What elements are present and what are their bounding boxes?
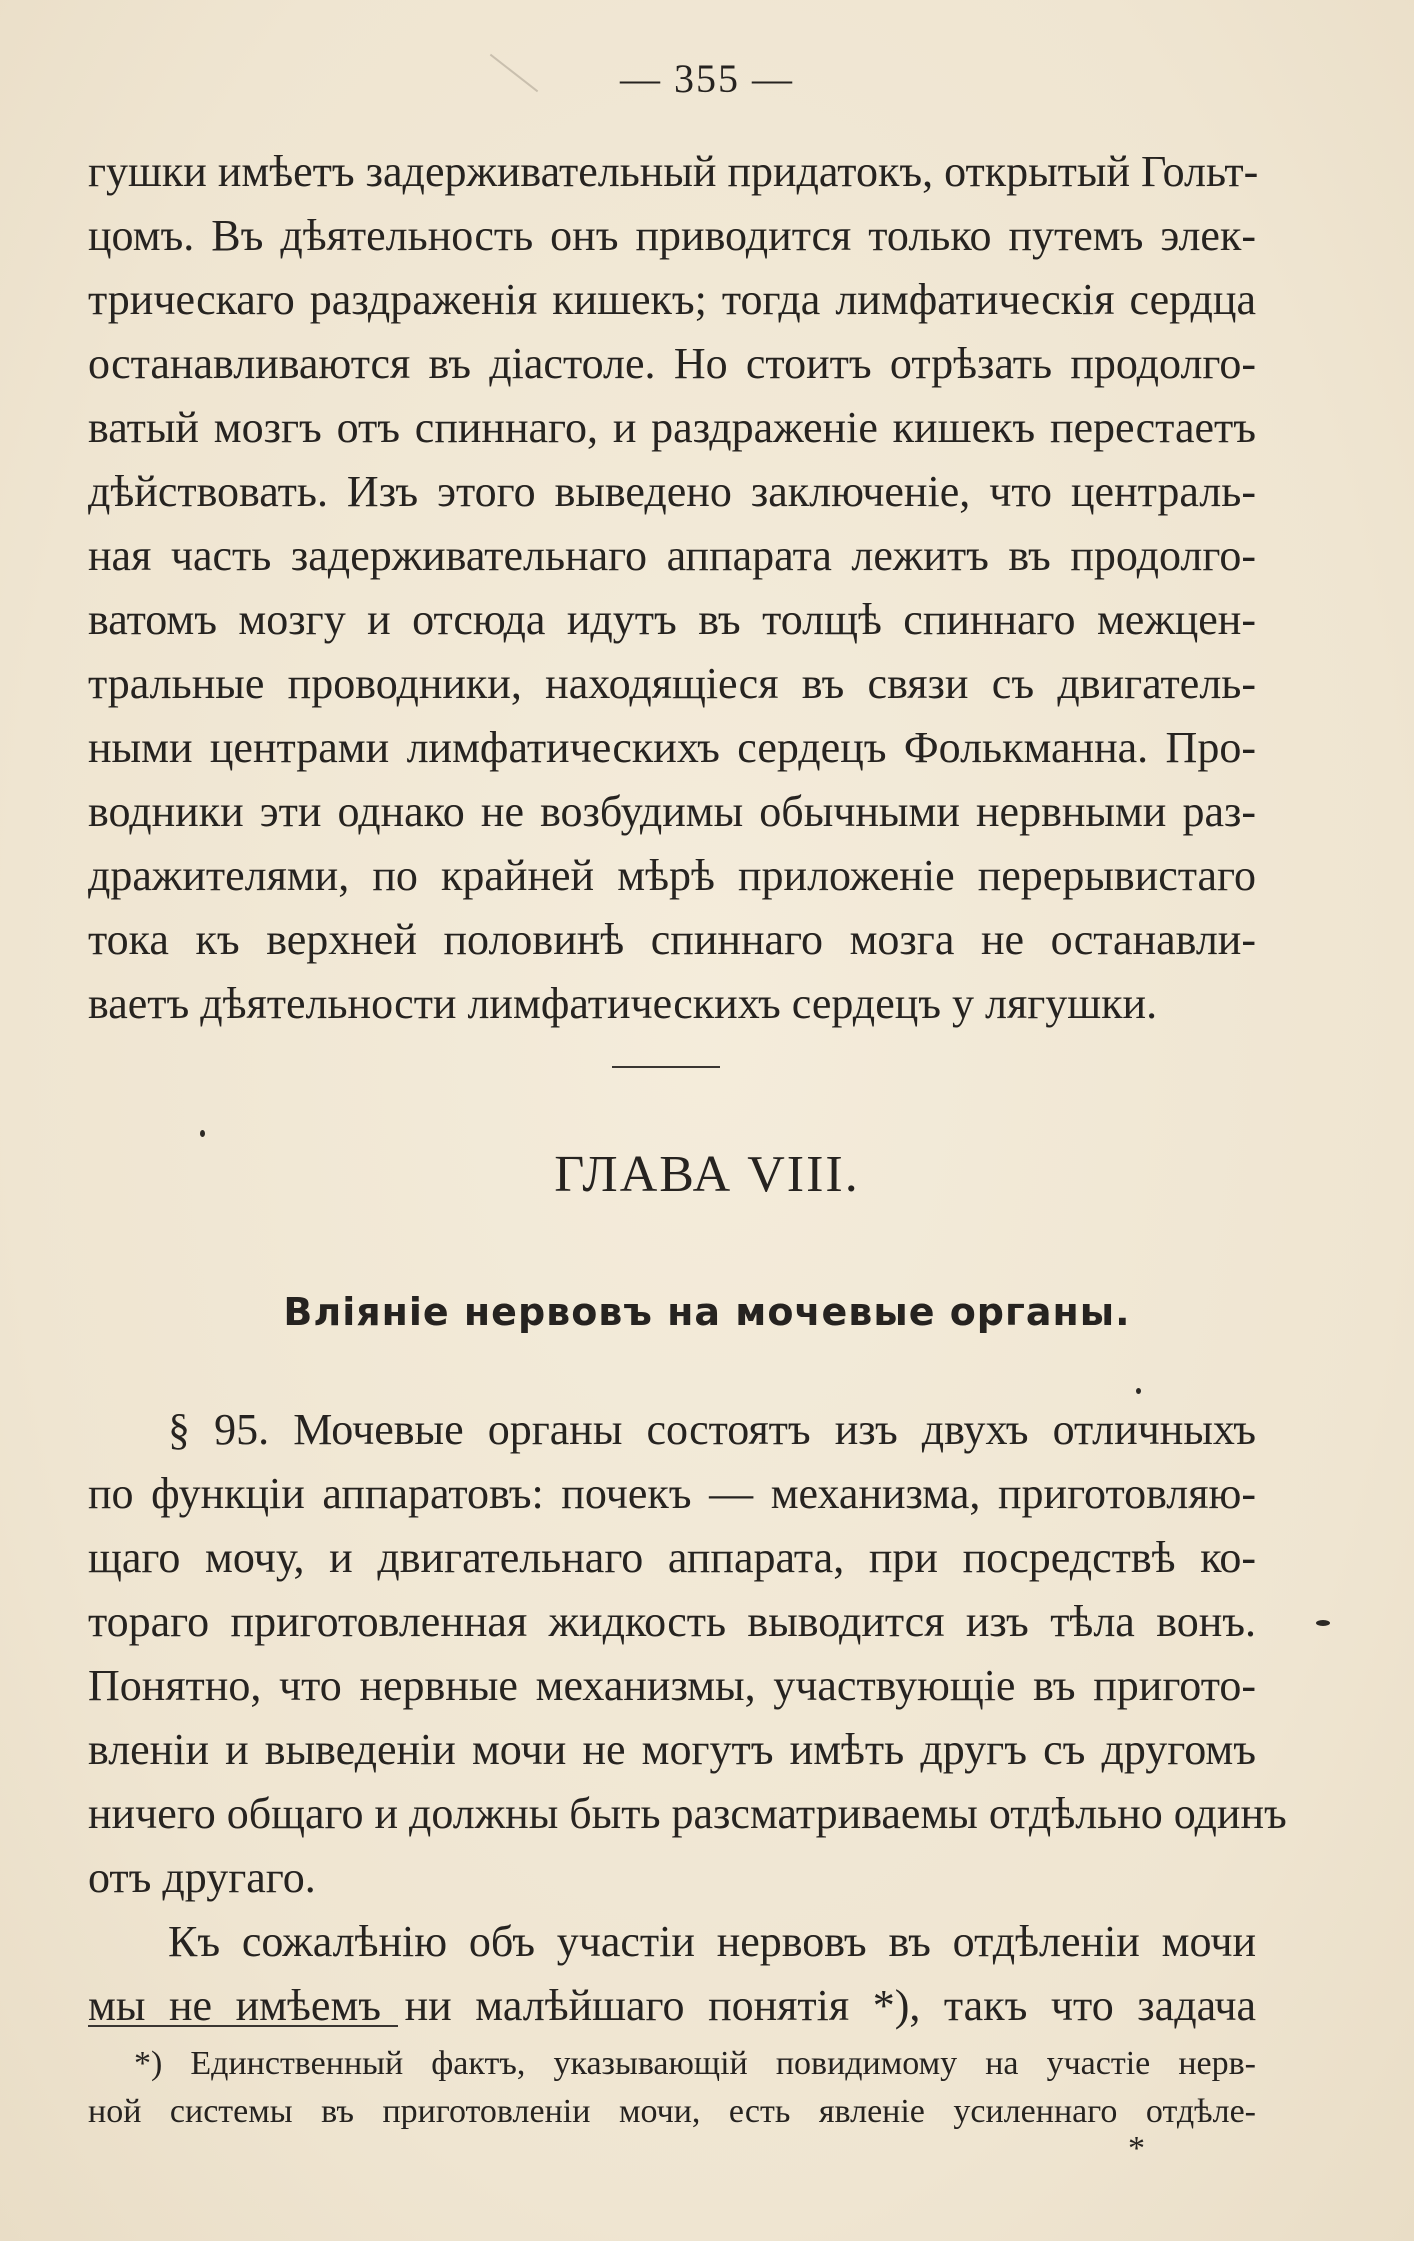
text-line: ничего общаго и должны быть разсматриваемы отдѣльно одинъ [88,1789,1287,1838]
page-number: — 355 — [620,56,794,101]
text-line: гушки имѣетъ задерживательный придатокъ, открытый Гольт- [88,147,1259,196]
text-line: ватомъ мозгу и отсюда идутъ въ толщѣ спиннаго межцен- [88,595,1256,644]
footnote-line: ной системы въ приготовленіи мочи, есть явленіе усиленнаго отдѣле- [88,2093,1256,2130]
text-line: дѣйствовать. Изъ этого выведено заключеніе, что централь- [88,467,1256,516]
text-line: ная часть задерживательнаго аппарата лежитъ въ продолго- [88,531,1256,580]
text-line: Къ сожалѣнію объ участіи нервовъ въ отдѣленіи мочи [168,1917,1256,1966]
text-line: ватый мозгъ отъ спиннаго, и раздраженіе кишекъ перестаетъ [88,403,1256,452]
text-line: щаго мочу, и двигательнаго аппарата, при посредствѣ ко- [88,1533,1256,1582]
text-line: § 95. Мочевые органы состоятъ изъ двухъ отличныхъ [168,1405,1256,1454]
text-line: цомъ. Въ дѣятельность онъ приводится только путемъ элек- [88,211,1256,260]
text-line: водники эти однако не возбудимы обычными нервными раз- [88,787,1256,836]
paragraph-2 [88,1398,1287,2038]
paragraph-1 [88,140,1259,1036]
text-line: тральные проводники, находящіеся въ связи съ двигатель- [88,659,1256,708]
text-line: трическаго раздраженія кишекъ; тогда лимфатическія сердца [88,275,1256,324]
footnote-divider [88,2025,398,2027]
text-line: останавливаются въ діастоле. Но стоитъ отрѣзать продолго- [88,339,1256,388]
text-line: вленіи и выведеніи мочи не могутъ имѣть другъ съ другомъ [88,1725,1256,1774]
text-line: ваетъ дѣятельности лимфатическихъ сердецъ у лягушки. [88,979,1158,1028]
ink-speck [1316,1620,1330,1626]
ink-speck [200,1130,205,1137]
text-line: дражителями, по крайней мѣрѣ приложеніе перерывистаго [88,851,1256,900]
signature-mark: * [1128,2130,1145,2167]
text-line: отъ другаго. [88,1853,316,1902]
text-line: мы не имѣемъ ни малѣйшаго понятія *), такъ что задача [88,1981,1256,2030]
section-divider [612,1066,720,1068]
text-line: по функціи аппаратовъ: почекъ — механизма, приготовляю- [88,1469,1256,1518]
section-heading: Вліяніе нервовъ на мочевые органы. [283,1290,1131,1334]
text-line: тораго приготовленная жидкость выводится изъ тѣла вонъ. [88,1597,1256,1646]
text-line: ными центрами лимфатическихъ сердецъ Фолькманна. Про- [88,723,1256,772]
chapter-title: ГЛАВА VIII. [554,1146,860,1203]
text-line: тока къ верхней половинѣ спиннаго мозга не останавли- [88,915,1256,964]
text-line: Понятно, что нервные механизмы, участвующіе въ пригото- [88,1661,1256,1710]
ink-speck [1136,1388,1141,1394]
footnote-line: *) Единственный фактъ, указывающій повидимому на участіе нерв- [134,2045,1256,2082]
footnote [88,2040,1256,2136]
